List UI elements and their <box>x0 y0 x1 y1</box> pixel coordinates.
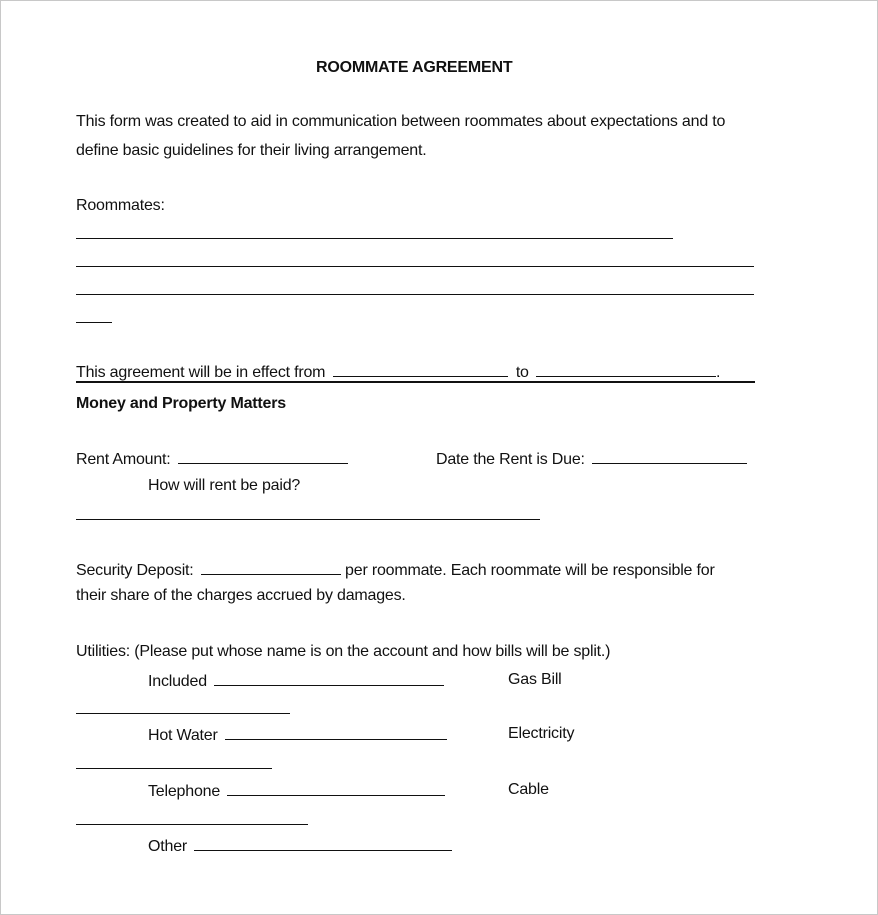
utility-hot-water-label: Hot Water <box>148 727 218 744</box>
intro-line-2: define basic guidelines for their living arrangement. <box>76 142 427 159</box>
utility-telephone-row <box>148 780 445 802</box>
utility-cable-blank[interactable] <box>76 824 308 825</box>
security-deposit-line-2: their share of the charges accrued by damages. <box>76 587 406 604</box>
rent-due-blank[interactable] <box>592 448 747 464</box>
utility-hot-water-blank[interactable] <box>225 724 447 740</box>
rent-due-row <box>436 448 747 470</box>
intro-line-1: This form was created to aid in communication between roommates about expectations and to <box>76 113 726 130</box>
money-section-heading: Money and Property Matters <box>76 395 286 412</box>
roommates-blank-4[interactable] <box>76 322 112 323</box>
utility-other-blank[interactable] <box>194 835 452 851</box>
rent-amount-blank[interactable] <box>178 448 348 464</box>
utility-telephone-blank[interactable] <box>227 780 445 796</box>
roommates-label: Roommates: <box>76 197 165 214</box>
effect-from-label: This agreement will be in effect from <box>76 364 326 381</box>
effect-start-date-blank[interactable] <box>333 361 508 377</box>
utility-electricity-blank[interactable] <box>76 768 272 769</box>
rent-paid-blank[interactable] <box>76 519 540 520</box>
effect-from-row <box>76 361 720 383</box>
security-deposit-suffix: per roommate. Each roommate will be responsible for <box>345 562 715 579</box>
utility-electricity-label: Electricity <box>508 725 575 742</box>
utility-included-blank[interactable] <box>214 670 444 686</box>
effect-period: . <box>716 364 721 381</box>
security-deposit-row <box>76 559 715 581</box>
utility-hot-water-row <box>148 724 447 746</box>
utility-included-label: Included <box>148 673 207 690</box>
utility-included-row <box>148 670 444 692</box>
rent-paid-question: How will rent be paid? <box>148 477 301 494</box>
utility-other-row <box>148 835 452 857</box>
roommates-blank-2[interactable] <box>76 266 754 267</box>
effect-end-date-blank[interactable] <box>536 361 716 377</box>
utility-cable-label: Cable <box>508 781 549 798</box>
utility-telephone-label: Telephone <box>148 783 221 800</box>
rent-due-label: Date the Rent is Due: <box>436 451 585 468</box>
security-deposit-label: Security Deposit: <box>76 562 194 579</box>
document-title: ROOMMATE AGREEMENT <box>316 59 513 76</box>
rent-amount-row <box>76 448 348 470</box>
section-divider <box>76 381 755 383</box>
roommates-blank-3[interactable] <box>76 294 754 295</box>
roommates-blank-1[interactable] <box>76 238 673 239</box>
utility-gas-bill-blank[interactable] <box>76 713 290 714</box>
utility-gas-bill-label: Gas Bill <box>508 671 562 688</box>
utility-other-label: Other <box>148 838 188 855</box>
security-deposit-blank[interactable] <box>201 559 341 575</box>
rent-amount-label: Rent Amount: <box>76 451 171 468</box>
utilities-label: Utilities: (Please put whose name is on the account and how bills will be split.) <box>76 643 611 660</box>
effect-to-label: to <box>515 364 529 381</box>
